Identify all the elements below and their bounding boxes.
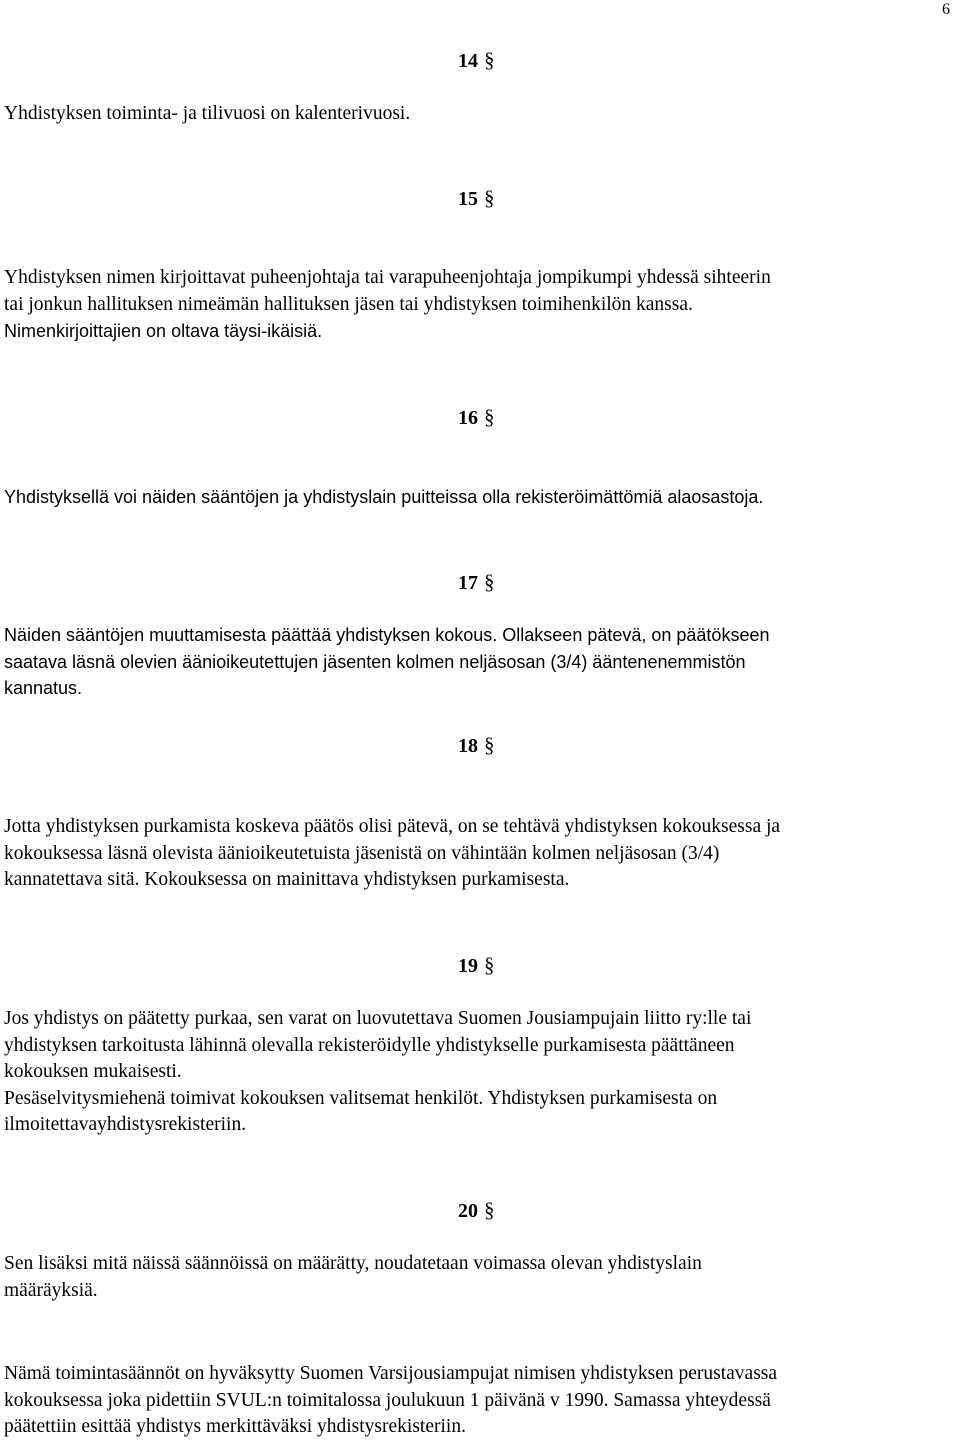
text-line: kokouksessa joka pidettiin SVUL:n toimitalossa joulukuun 1 päivänä v 1990. Samassa yhteydessä <box>4 1389 771 1411</box>
section-symbol: § <box>484 570 495 594</box>
text-line: Jos yhdistys on päätetty purkaa, sen varat on luovutettava Suomen Jousiampujain liitto ry:lle tai <box>4 1008 752 1029</box>
section-symbol: § <box>484 953 495 977</box>
section-15-heading <box>458 186 495 211</box>
section-14-heading <box>458 48 495 73</box>
section-number: 15 <box>458 188 478 210</box>
section-19-paragraph <box>4 1006 954 1139</box>
text-line: tai jonkun hallituksen nimeämän hallituksen jäsen tai yhdistyksen toimihenkilön kanssa. <box>4 293 693 315</box>
section-symbol: § <box>484 1198 495 1222</box>
section-19-heading <box>458 953 495 978</box>
section-17-paragraph <box>4 622 954 702</box>
section-20-paragraph <box>4 1251 954 1304</box>
text-line: yhdistyksen tarkoitusta lähinnä olevalla rekisteröidylle yhdistykselle purkamisesta päättäneen <box>4 1034 735 1056</box>
section-18-heading <box>458 733 495 758</box>
section-16-heading <box>458 405 495 430</box>
section-number: 14 <box>458 50 478 72</box>
section-number: 20 <box>458 1200 478 1222</box>
text-line: kokouksessa läsnä olevista äänioikeutetuista jäsenistä on vähintään kolmen neljäsosan (3/4) <box>4 842 720 864</box>
section-number: 19 <box>458 955 478 977</box>
text-line: päätettiin esittää yhdistys merkittäväksi yhdistysrekisteriin. <box>4 1416 466 1437</box>
text-line: Yhdistyksen nimen kirjoittavat puheenjohtaja tai varapuheenjohtaja jompikumpi yhdessä sihteerin <box>4 267 771 288</box>
text-line: ilmoitettavayhdistysrekisteriin. <box>4 1114 247 1135</box>
text-line: Jotta yhdistyksen purkamista koskeva päätös olisi pätevä, on se tehtävä yhdistyksen kokouksessa ja <box>4 816 781 837</box>
approval-paragraph <box>4 1361 954 1441</box>
text-line: Nimenkirjoittajien on oltava täysi-ikäisiä. <box>4 321 323 341</box>
text-line: Nämä toimintasäännöt on hyväksytty Suomen Varsijousiampujat nimisen yhdistyksen perustavassa <box>4 1363 778 1384</box>
section-18-paragraph <box>4 814 954 894</box>
section-17-heading <box>458 570 495 595</box>
text-line: määräyksiä. <box>4 1279 98 1301</box>
section-20-heading <box>458 1198 495 1223</box>
text-line: kannatettava sitä. Kokouksessa on mainittava yhdistyksen purkamisesta. <box>4 869 570 890</box>
section-number: 16 <box>458 407 478 429</box>
text-line: Sen lisäksi mitä näissä säännöissä on määrätty, noudatetaan voimassa olevan yhdistyslain <box>4 1253 702 1274</box>
text-line: kannatus. <box>4 678 83 698</box>
text-line: Yhdistyksen toiminta- ja tilivuosi on kalenterivuosi. <box>4 103 411 124</box>
section-number: 17 <box>458 572 478 594</box>
section-symbol: § <box>484 48 495 72</box>
text-line: Näiden sääntöjen muuttamisesta päättää yhdistyksen kokous. Ollakseen pätevä, on päätökseen <box>4 625 770 645</box>
section-symbol: § <box>484 405 495 429</box>
text-line: saatava läsnä olevien äänioikeutettujen jäsenten kolmen neljäsosan (3/4) ääntenenemmistön <box>4 651 746 672</box>
section-15-paragraph <box>4 265 954 345</box>
section-number: 18 <box>458 735 478 757</box>
text-line: Pesäselvitysmiehenä toimivat kokouksen valitsemat henkilöt. Yhdistyksen purkamisesta on <box>4 1087 718 1109</box>
page-number: 6 <box>942 1 950 18</box>
text-line: kokouksen mukaisesti. <box>4 1061 182 1082</box>
section-symbol: § <box>484 186 495 210</box>
section-14-paragraph <box>4 101 954 128</box>
text-line: Yhdistyksellä voi näiden sääntöjen ja yhdistyslain puitteissa olla rekisteröimättömiä alaosastoja. <box>4 487 764 507</box>
section-symbol: § <box>484 733 495 757</box>
section-16-paragraph <box>4 484 954 511</box>
